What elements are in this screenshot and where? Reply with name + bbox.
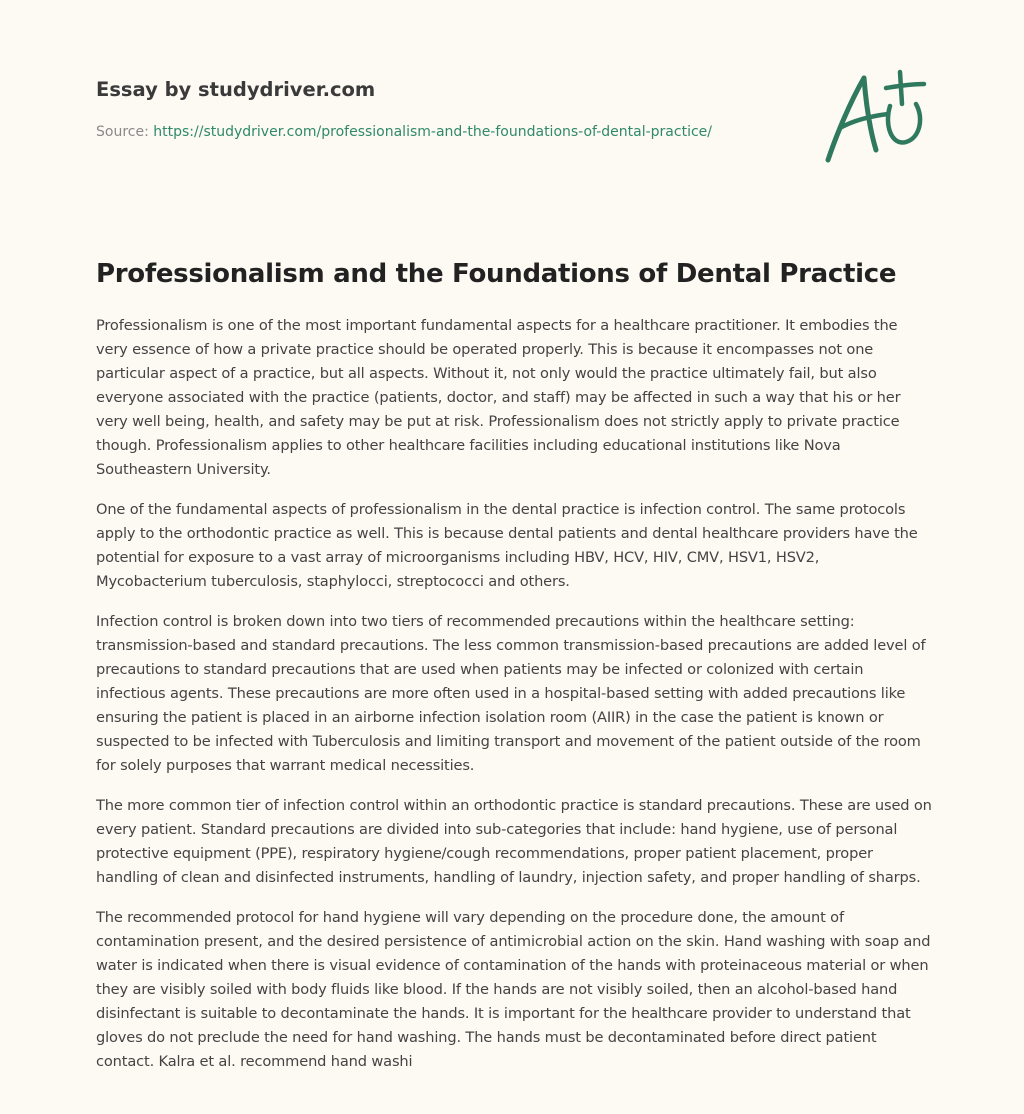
essay-paragraph: The recommended protocol for hand hygiene will vary depending on the procedure done, the amount of contamination present, and the desired persistence of antimicrobial action on the skin. Hand washing with soap and water is indicated when there is visual evidence of contamination of the hands with proteinaceous material or when they are visibly soiled with body fluids like blood. If the hands are not visibly soiled, then an alcohol-based hand disinfectant is suitable to decontaminate the hands. It is important for the healthcare provider to understand that gloves do not preclude the need for hand washing. The hands must be decontaminated before direct patient contact. Kalra et al. recommend hand washi xyxy=(96,909,931,1070)
essay-paragraph: Professionalism is one of the most important fundamental aspects for a healthcare practitioner. It embodies the very essence of how a private practice should be operated properly. This is because it encompasses not one particular aspect of a practice, but all aspects. Without it, not only would the practice ultimately fail, but also everyone associated with the practice (patients, doctor, and staff) may be affected in such a way that his or her very well being, health, and safety may be put at risk. Professionalism does not strictly apply to private practice though. Professionalism applies to other healthcare facilities including educational institutions like Nova Southeastern University. xyxy=(96,317,901,478)
essay-paragraph: The more common tier of infection control within an orthodontic practice is standard precautions. These are used on every patient. Standard precautions are divided into sub-categories that include: hand hygiene, use of personal protective equipment (PPE), respiratory hygiene/cough recommendations, proper patient placement, proper handling of clean and disinfected instruments, handling of laundry, injection safety, and proper handling of sharps. xyxy=(96,797,932,886)
source-line xyxy=(96,122,816,142)
brand-title: Essay by studydriver.com xyxy=(96,78,376,101)
source-link[interactable]: https://studydriver.com/professionalism-and-the-foundations-of-dental-practice/ xyxy=(153,124,712,140)
essay-body xyxy=(96,314,932,1100)
essay-title: Professionalism and the Foundations of Dental Practice xyxy=(96,259,897,289)
page-header xyxy=(96,76,816,142)
source-label: Source: xyxy=(96,124,154,140)
a-plus-grade-icon xyxy=(820,68,930,168)
essay-paragraph: One of the fundamental aspects of professionalism in the dental practice is infection control. The same protocols apply to the orthodontic practice as well. This is because dental patients and dental healthcare providers have the potential for exposure to a vast array of microorganisms including HBV, HCV, HIV, CMV, HSV1, HSV2, Mycobacterium tuberculosis, staphylocci, streptococci and others. xyxy=(96,501,918,590)
essay-paragraph: Infection control is broken down into two tiers of recommended precautions within the healthcare setting: transmission-based and standard precautions. The less common transmission-based precautions are added level of precautions to standard precautions that are used when patients may be infected or colonized with certain infectious agents. These precautions are more often used in a hospital-based setting with added precautions like ensuring the patient is placed in an airborne infection isolation room (AIIR) in the case the patient is known or suspected to be infected with Tuberculosis and limiting transport and movement of the patient outside of the room for solely purposes that warrant medical necessities. xyxy=(96,613,926,774)
